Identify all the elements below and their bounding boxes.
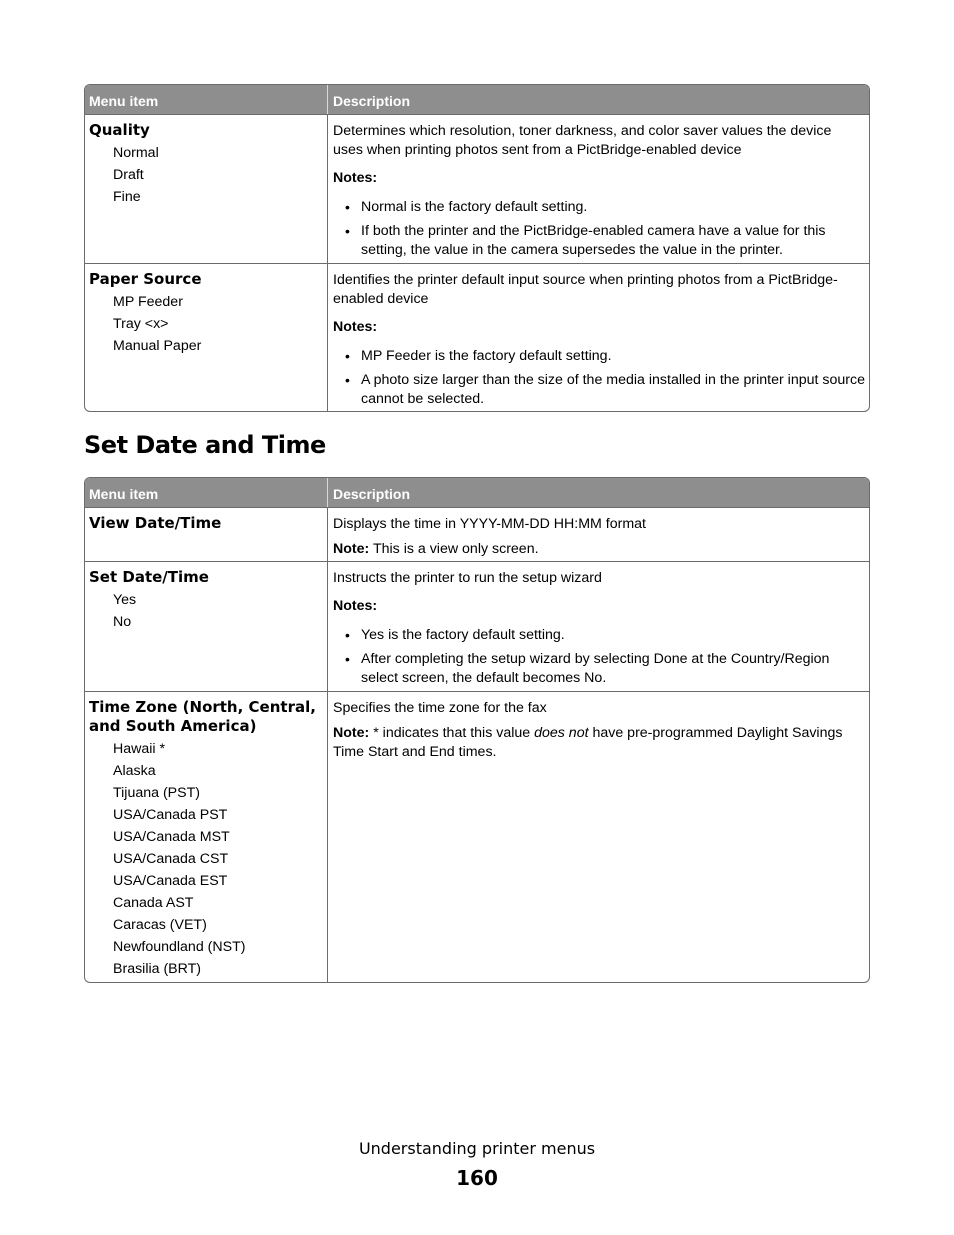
- menu-option: Draft: [113, 167, 144, 183]
- menu-option: Canada AST: [113, 895, 194, 911]
- note-bullet: • A photo size larger than the size of the media installed in the printer input source cannot be selected.: [345, 372, 865, 407]
- menu-option: Manual Paper: [113, 338, 202, 354]
- note-bullet: • Normal is the factory default setting.: [345, 199, 588, 215]
- menu-option: Tray <x>: [113, 316, 169, 332]
- header-description: Description: [333, 486, 411, 502]
- menu-option: USA/Canada EST: [113, 873, 228, 889]
- menu-option: Alaska: [113, 763, 156, 779]
- menu-option: USA/Canada MST: [113, 829, 230, 845]
- menu-option: Yes: [113, 592, 137, 608]
- menu-option: USA/Canada CST: [113, 851, 229, 867]
- table-header: [85, 85, 869, 114]
- menu-option: Newfoundland (NST): [113, 939, 246, 955]
- bullet-icon: •: [345, 223, 350, 239]
- note-label: Note:: [333, 541, 370, 557]
- note-label: Note:: [333, 725, 370, 741]
- menu-option: Caracas (VET): [113, 917, 207, 933]
- menu-table-date-time: [84, 477, 870, 983]
- note-line: Note: * indicates that this value does not have pre-programmed Daylight Savings Time Start and End times.: [333, 725, 843, 760]
- table-row: [85, 561, 869, 691]
- menu-option: Hawaii *: [113, 741, 166, 757]
- table-row: [85, 114, 869, 263]
- menu-item-title: Quality: [89, 121, 150, 139]
- menu-item-title: Paper Source: [89, 270, 202, 288]
- table-row: [85, 263, 869, 411]
- menu-item-title: Time Zone (North, Central, and South America): [89, 698, 316, 735]
- table-header: [85, 478, 869, 507]
- header-description: Description: [333, 93, 411, 109]
- time-zone-options: [89, 738, 323, 980]
- note-bullet: • After completing the setup wizard by selecting Done at the Country/Region select screen, the default becomes No.: [345, 651, 830, 686]
- menu-item-title: Set Date/Time: [89, 568, 209, 586]
- menu-option: Normal: [113, 145, 159, 161]
- notes-label: Notes:: [333, 598, 378, 614]
- item-description: Specifies the time zone for the fax: [333, 700, 547, 716]
- menu-option: Fine: [113, 189, 141, 205]
- bullet-icon: •: [345, 199, 350, 215]
- note-text: This is a view only screen.: [369, 541, 539, 557]
- menu-table-pictbridge: [84, 84, 870, 412]
- item-description: Instructs the printer to run the setup wizard: [333, 570, 602, 586]
- note-bullet: • Yes is the factory default setting.: [345, 627, 565, 643]
- header-menu-item: Menu item: [85, 478, 328, 507]
- section-heading: Set Date and Time: [84, 431, 326, 459]
- bullet-icon: •: [345, 348, 350, 364]
- notes-label: Notes:: [333, 319, 378, 335]
- header-menu-item: Menu item: [85, 85, 328, 114]
- item-description: Displays the time in YYYY-MM-DD HH:MM format: [333, 516, 646, 532]
- menu-option: Brasilia (BRT): [113, 961, 202, 977]
- table-row: [85, 507, 869, 561]
- item-description: Identifies the printer default input source when printing photos from a PictBridge-enabled device: [333, 272, 838, 307]
- menu-option: Tijuana (PST): [113, 785, 200, 801]
- note-line: [333, 540, 865, 559]
- footer-chapter-title: Understanding printer menus: [358, 1139, 596, 1158]
- note-bullet: • If both the printer and the PictBridge-enabled camera have a value for this setting, the value in the camera supersedes the value in the printer.: [345, 223, 826, 258]
- menu-item-title: View Date/Time: [89, 514, 222, 532]
- menu-option: No: [113, 614, 132, 630]
- note-emphasis: does not: [534, 725, 589, 741]
- note-bullet: • MP Feeder is the factory default setting.: [345, 348, 612, 364]
- bullet-icon: •: [345, 651, 350, 667]
- notes-label: Notes:: [333, 170, 378, 186]
- page-number: 160: [456, 1166, 498, 1190]
- bullet-icon: •: [345, 627, 350, 643]
- menu-option: MP Feeder: [113, 294, 183, 310]
- item-description: Determines which resolution, toner darkness, and color saver values the device uses when printing photos sent from a PictBridge-enabled device: [333, 123, 832, 158]
- bullet-icon: •: [345, 372, 350, 388]
- table-row: [85, 691, 869, 982]
- menu-option: USA/Canada PST: [113, 807, 228, 823]
